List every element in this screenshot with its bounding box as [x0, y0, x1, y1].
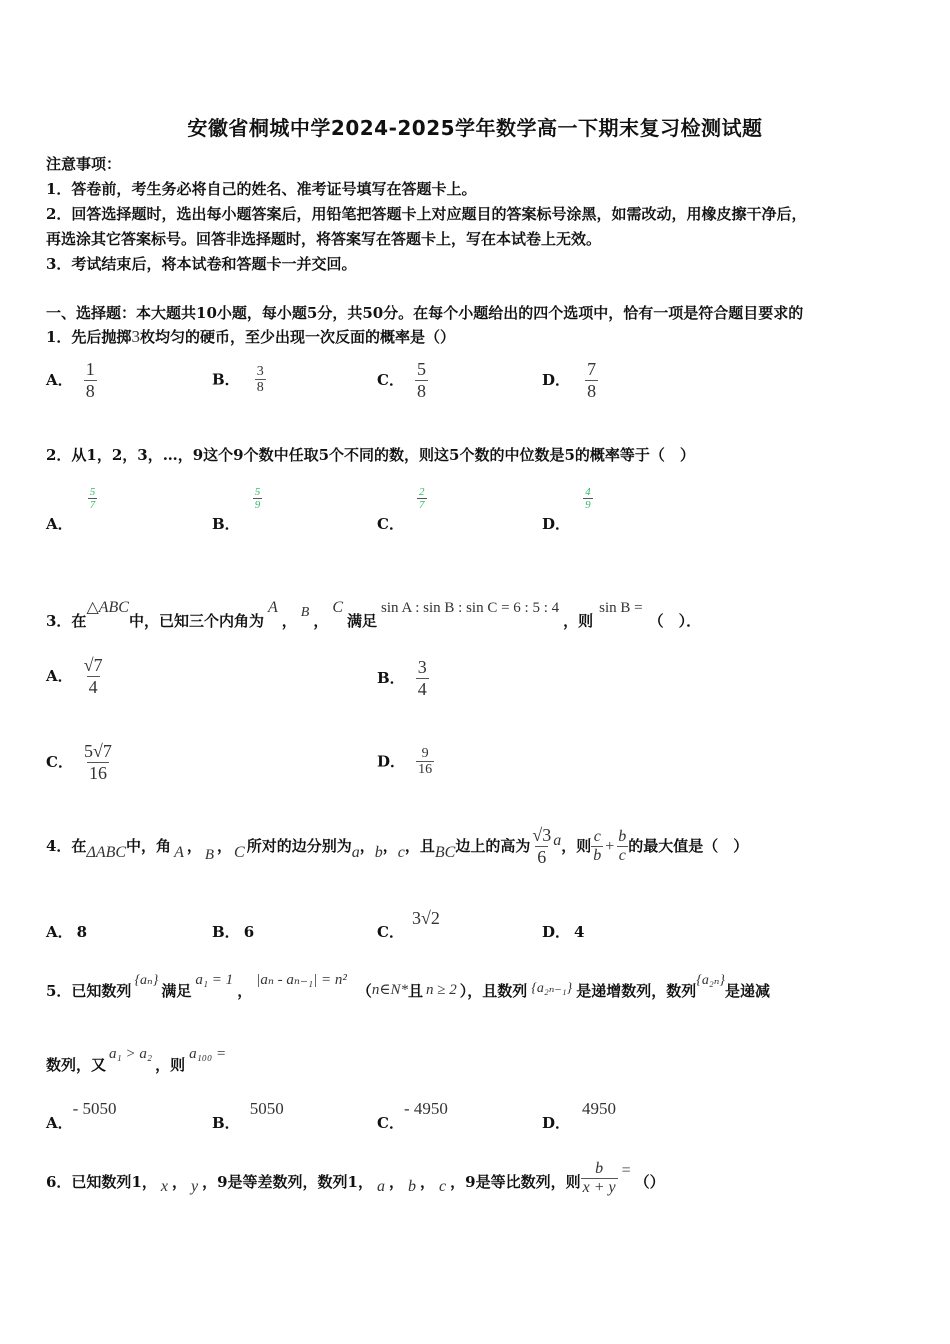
fraction: $\frac{3}{4}$ — [417, 657, 427, 699]
notice-item-2-cont: 再选涂其它答案标号。回答非选择题时，将答案写在答题卡上，写在本试卷上无效。 — [46, 230, 602, 248]
question-2: 2．从1，2，3，…，9这个9个数中任取5个不同的数，则这5个数的中位数是5的概率等于（ ） — [46, 446, 695, 464]
option-label: C． — [377, 515, 404, 534]
option-label: A． — [46, 667, 73, 686]
q4-fraction-c-b: $\frac{c}{b}$ — [593, 828, 602, 864]
fraction: $\frac{5}{7}$ — [89, 486, 96, 512]
q4-option-c[interactable]: C．3√2 — [377, 908, 440, 941]
q4-text-2: 所对的边分别为 — [246, 837, 352, 856]
q3-text-2: 满足 — [347, 612, 378, 630]
fraction: $\frac{9}{16}$ — [418, 746, 433, 778]
option-label: B． — [212, 515, 240, 534]
q1-num: 3 — [131, 327, 140, 346]
page-title: 安徽省桐城中学2024-2025学年数学高一下期末复习检测试题 — [187, 116, 763, 140]
q6-text-3: （） — [634, 1172, 665, 1191]
q4-text-5: ，则 — [561, 837, 592, 856]
q6-a: a — [377, 1177, 385, 1195]
q5-seq: {aₙ} — [134, 973, 159, 988]
option-label: C． — [46, 753, 73, 772]
q1-option-c[interactable] — [377, 360, 428, 401]
q4-text-1: 中，角 — [126, 837, 172, 856]
option-label: B． — [212, 370, 240, 389]
q6-fraction: $\frac{b}{x + y}$ — [582, 1160, 616, 1196]
question-3: 3．在△ABC中，已知三个内角为A， B ，C满足sin A : sin B : sin C = 6 : 5 : 4，则sin B =（ ）． — [46, 599, 702, 630]
q5-option-c[interactable]: C．- 4950 — [377, 1099, 448, 1132]
q4-option-b[interactable]: B． 6 — [212, 923, 255, 941]
q5-option-d[interactable]: D．4950 — [542, 1099, 617, 1132]
q4-height-fraction: $\frac{√3}{6}$ — [532, 825, 552, 867]
notice-item-3: 3．考试结束后，将本试卷和答题卡一并交回。 — [46, 255, 357, 273]
q1-option-b[interactable] — [212, 364, 266, 396]
q4-num: 4．在 — [46, 837, 87, 856]
q1-option-a[interactable] — [46, 360, 97, 401]
q4-B: B — [204, 847, 215, 864]
q4-text-6: 的最大值是（ ） — [628, 837, 749, 856]
q4-a: a — [351, 844, 360, 862]
q4-b: b — [374, 844, 383, 862]
fraction: $\frac{5}{8}$ — [417, 359, 427, 401]
fraction: $\frac{4}{9}$ — [585, 486, 591, 512]
section-heading: 一、选择题：本大题共10小题，每小题5分，共50分。在每个小题给出的四个选项中，恰有一项是符合题目要求的 — [46, 304, 804, 322]
q3-text-1: 中，已知三个内角为 — [128, 612, 264, 630]
q3-option-c[interactable] — [46, 742, 114, 783]
q4-option-a[interactable]: A． 8 — [46, 923, 88, 941]
q5-relation: |aₙ - aₙ₋₁| = n² — [256, 972, 347, 988]
q1-text-a: 1．先后抛掷 — [46, 328, 132, 346]
q5-text-3: 是递减 — [725, 982, 771, 1000]
option-label: D． — [377, 752, 406, 771]
fraction: $\frac{5√7}{16}$ — [84, 741, 112, 783]
option-label: B． — [377, 669, 405, 688]
q3-sinB: sin B = — [599, 600, 643, 616]
option-label: D． — [542, 515, 571, 534]
q3-B: B — [300, 605, 310, 620]
q6-x: x — [160, 1177, 168, 1195]
q4-C: C — [234, 844, 245, 862]
q4-fraction-b-c: $\frac{b}{c}$ — [618, 828, 627, 864]
fraction: $\frac{1}{8}$ — [85, 359, 95, 401]
q6-b: b — [408, 1177, 417, 1195]
q4-text-3: ，且 — [404, 837, 435, 856]
q5-option-b[interactable]: B．5050 — [212, 1099, 284, 1132]
q3-A: A — [267, 599, 278, 616]
q3-option-d[interactable] — [377, 746, 434, 778]
q5-even-seq: {a₂ₙ} — [696, 973, 726, 988]
q2-option-b[interactable] — [212, 486, 262, 534]
q6-c: c — [439, 1177, 447, 1195]
option-label: D． — [542, 371, 571, 390]
q5-num: 5．已知数列 — [46, 982, 132, 1000]
q5-a100: a₁₀₀ = — [189, 1046, 227, 1062]
q3-num: 3．在 — [46, 612, 87, 630]
option-label: C． — [377, 371, 404, 390]
notice-heading: 注意事项： — [46, 155, 122, 173]
q4-triangle: ΔABC — [86, 844, 127, 862]
question-5: 5．已知数列{aₙ}满足a₁ = 1，|aₙ - aₙ₋₁| = n²（n∈N*且 n ≥ 2 ），且数列 {a₂ₙ₋₁} 是递增数列，数列{a₂ₙ}是递减 — [46, 972, 771, 1000]
q5-text-1: 满足 — [161, 982, 192, 1000]
q5-line-2: 数列，又 — [46, 1056, 107, 1074]
option-label: A． — [46, 515, 73, 534]
q6-text-1: ，9是等差数列，数列1， — [202, 1172, 373, 1191]
fraction: $\frac{3}{8}$ — [256, 364, 264, 396]
q3-C: C — [332, 599, 344, 616]
q5-inequality: a₁ > a₂ — [109, 1046, 153, 1062]
question-6: 6．已知数列1， x ， y ，9是等差数列，数列1， a ， b ， c ，9是等比数列，则 $\frac{b}{x + y}$ =（） — [46, 1160, 665, 1196]
fraction: $\frac{2}{7}$ — [419, 486, 425, 512]
q2-option-a[interactable] — [46, 486, 97, 534]
q5-text-4: ，则 — [155, 1056, 186, 1074]
q6-text-2: ，9是等比数列，则 — [450, 1172, 581, 1191]
q5-condition: n∈N* — [371, 982, 408, 998]
q3-ratio: sin A : sin B : sin C = 6 : 5 : 4 — [381, 600, 560, 616]
q1-option-d[interactable] — [542, 360, 598, 401]
q3-text-4: （ ）． — [648, 612, 702, 630]
q4-c: c — [397, 844, 405, 862]
question-1 — [46, 326, 455, 347]
question-5-cont — [46, 1042, 226, 1078]
fraction: $\frac{7}{8}$ — [587, 359, 597, 401]
q5-odd-seq: {a₂ₙ₋₁} — [531, 981, 573, 996]
q6-num: 6．已知数列1， — [46, 1172, 157, 1191]
q5-condition-2: n ≥ 2 — [426, 982, 457, 998]
fraction: $\frac{5}{9}$ — [254, 486, 261, 512]
q4-A: A — [174, 844, 184, 862]
q5-text-2: 是递增数列，数列 — [576, 982, 697, 1000]
q5-a1: a₁ = 1 — [195, 972, 234, 988]
q2-option-d[interactable] — [542, 486, 593, 534]
q3-text-3: ，则 — [563, 612, 594, 630]
q6-y: y — [191, 1177, 199, 1195]
q4-BC: BC — [434, 844, 456, 862]
q3-option-b[interactable] — [377, 658, 429, 699]
q3-option-a[interactable] — [46, 656, 105, 697]
q4-text-4: 边上的高为 — [455, 837, 531, 856]
q4-option-d[interactable]: D． 4 — [542, 923, 585, 941]
q3-triangle: △ABC — [86, 599, 129, 616]
q5-option-a[interactable]: A．- 5050 — [46, 1099, 117, 1132]
notice-item-2: 2．回答选择题时，选出每小题答案后，用铅笔把答题卡上对应题目的答案标号涂黑，如需改动，用橡皮擦干净后， — [46, 205, 807, 223]
notice-item-1: 1．答卷前，考生务必将自己的姓名、准考证号填写在答题卡上。 — [46, 180, 477, 198]
q1-text-b: 枚均匀的硬币，至少出现一次反面的概率是（） — [139, 328, 455, 346]
question-4: 4．在ΔABC中，角 A ， B ， C 所对的边分别为a，b，c，且BC边上的高为 $\frac{√3}{6}$ a，则 $\frac{c}{b}$ + $\frac{b}{c}$ 的最大值是（ ） — [46, 825, 749, 867]
q2-option-c[interactable] — [377, 486, 427, 534]
fraction: $\frac{√7}{4}$ — [83, 655, 103, 697]
option-label: A． — [46, 371, 73, 390]
